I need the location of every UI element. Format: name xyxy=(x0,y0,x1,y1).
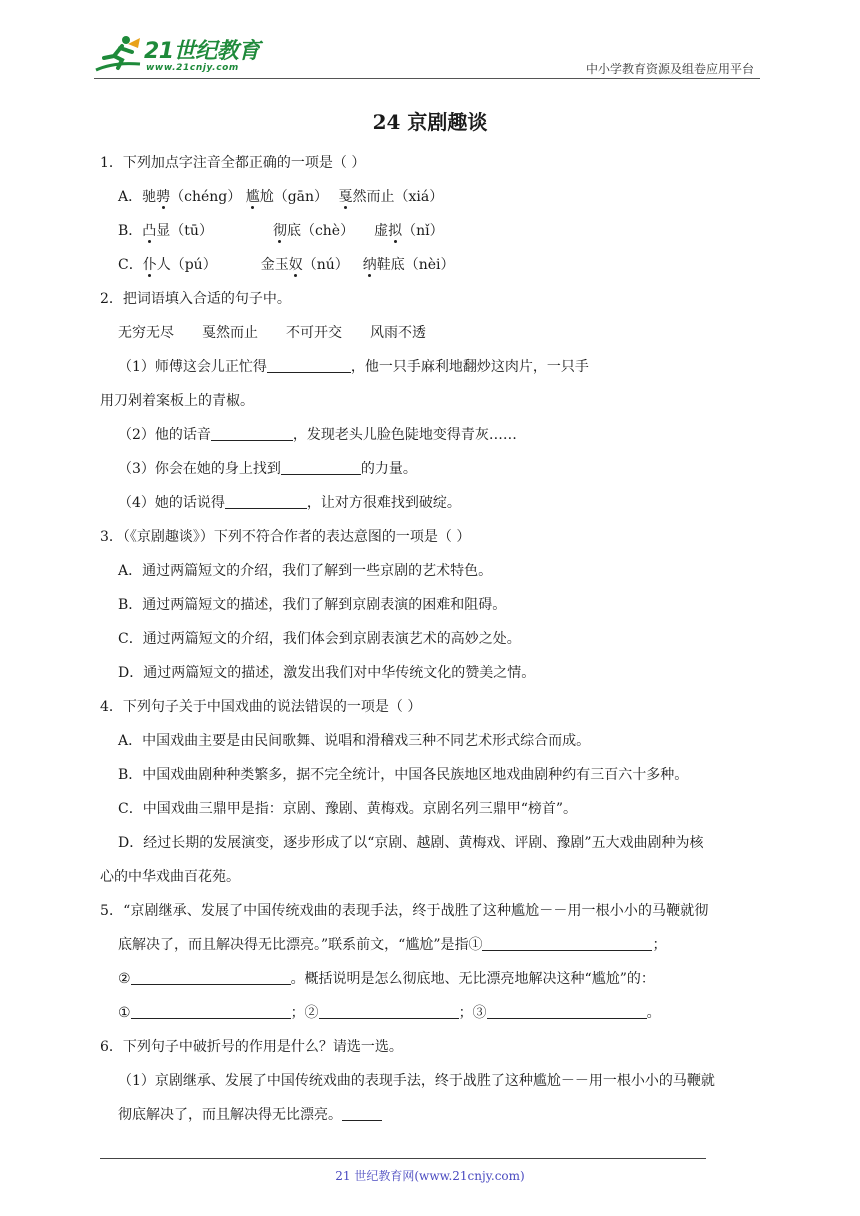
q1-stem: 1．下列加点字注音全都正确的一项是（ ） xyxy=(100,155,366,171)
q6-stem: 6．下列句子中破折号的作用是什么？请选一选。 xyxy=(100,1039,403,1055)
runner-logo-icon xyxy=(92,34,144,74)
answer-blank[interactable] xyxy=(131,966,291,985)
answer-blank[interactable] xyxy=(281,456,361,475)
platform-name: 中小学教育资源及组卷应用平台 xyxy=(585,62,754,76)
q3-stem: 3．（《京剧趣谈》）下列不符合作者的表达意图的一项是（ ） xyxy=(100,529,471,545)
q6-sentence-1: （1）京剧继承、发展了中国传统戏曲的表现手法，终于战胜了这种尴尬－－用一根小小的马鞭就 xyxy=(118,1073,715,1089)
q3-option-c[interactable]: C．通过两篇短文的介绍，我们体会到京剧表演艺术的高妙之处。 xyxy=(118,631,521,647)
header-divider xyxy=(94,78,760,79)
footer-divider xyxy=(100,1158,706,1159)
q5-line-4: ① ；② ；③ 。 xyxy=(100,996,766,1030)
q2-sentence-4: （4）她的话说得 ，让对方很难找到破绽。 xyxy=(100,486,766,520)
q6-sentence-1-cont: 彻底解决了，而且解决得无比漂亮。 xyxy=(100,1098,766,1132)
q2-word-bank xyxy=(100,316,766,350)
q1-option-a[interactable]: A．驰骋（chéng） 尴尬（gān） 戛然而止（xiá） xyxy=(118,189,444,205)
q4-option-d-cont: 心的中华戏曲百花苑。 xyxy=(100,869,240,885)
logo-text: 21世纪教育 xyxy=(144,39,260,64)
word-option: 风雨不透 xyxy=(370,325,426,341)
page-header xyxy=(0,0,860,82)
answer-blank[interactable] xyxy=(131,1000,291,1019)
q5-line-3: ② 。概括说明是怎么彻底地、无比漂亮地解决这种“尴尬”的： xyxy=(100,962,766,996)
answer-blank[interactable] xyxy=(487,1000,647,1019)
q4-option-d[interactable]: D．经过长期的发展演变，逐步形成了以“京剧、越剧、黄梅戏、评剧、豫剧”五大戏曲剧种为核 xyxy=(118,835,704,851)
word-option: 无穷无尽 xyxy=(118,325,174,341)
q2-sentence-1-cont: 用刀剁着案板上的青椒。 xyxy=(100,393,254,409)
q5-line-2: 底解决了，而且解决得无比漂亮。”联系前文，“尴尬”是指① ； xyxy=(100,928,766,962)
q1-option-b[interactable]: B．凸显（tū） 彻底（chè） 虚拟（nǐ） xyxy=(118,223,444,239)
answer-blank[interactable] xyxy=(319,1000,459,1019)
logo-url: www.21cnjy.com xyxy=(146,63,239,73)
q1-option-c[interactable]: C．仆人（pú） 金玉奴（nú） 纳鞋底（nèi） xyxy=(118,257,455,273)
q3-option-a[interactable]: A．通过两篇短文的介绍，我们了解到一些京剧的艺术特色。 xyxy=(118,563,493,579)
lesson-title: 24 京剧趣谈 xyxy=(372,110,488,134)
worksheet-body xyxy=(100,146,766,1132)
answer-blank[interactable] xyxy=(211,422,293,441)
q4-stem: 4．下列句子关于中国戏曲的说法错误的一项是（ ） xyxy=(100,699,422,715)
q2-sentence-3: （3）你会在她的身上找到 的力量。 xyxy=(100,452,766,486)
brand-logo xyxy=(92,34,262,78)
q2-sentence-1: （1）师傅这会儿正忙得 ，他一只手麻利地翻炒这肉片，一只手 xyxy=(100,350,766,384)
q5-stem: 5．“京剧继承、发展了中国传统戏曲的表现手法，终于战胜了这种尴尬－－用一根小小的马鞭就彻 xyxy=(100,903,709,919)
q2-stem: 2．把词语填入合适的句子中。 xyxy=(100,291,291,307)
q3-option-b[interactable]: B．通过两篇短文的描述，我们了解到京剧表演的困难和阻碍。 xyxy=(118,597,507,613)
answer-blank[interactable] xyxy=(267,354,351,373)
word-option: 戛然而止 xyxy=(202,325,258,341)
q4-option-a[interactable]: A．中国戏曲主要是由民间歌舞、说唱和滑稽戏三种不同艺术形式综合而成。 xyxy=(118,733,591,749)
q2-sentence-2: （2）他的话音 ，发现老头儿脸色陡地变得青灰…… xyxy=(100,418,766,452)
q4-option-c[interactable]: C．中国戏曲三鼎甲是指：京剧、豫剧、黄梅戏。京剧名列三鼎甲“榜首”。 xyxy=(118,801,578,817)
answer-blank[interactable] xyxy=(482,932,652,951)
word-option: 不可开交 xyxy=(286,325,342,341)
footer-text: 21 世纪教育网(www.21cnjy.com) xyxy=(335,1169,525,1183)
answer-blank[interactable] xyxy=(342,1102,382,1121)
q3-option-d[interactable]: D．通过两篇短文的描述，激发出我们对中华传统文化的赞美之情。 xyxy=(118,665,536,681)
q4-option-b[interactable]: B．中国戏曲剧种种类繁多，据不完全统计，中国各民族地区地戏曲剧种约有三百六十多种。 xyxy=(118,767,689,783)
answer-blank[interactable] xyxy=(225,490,307,509)
